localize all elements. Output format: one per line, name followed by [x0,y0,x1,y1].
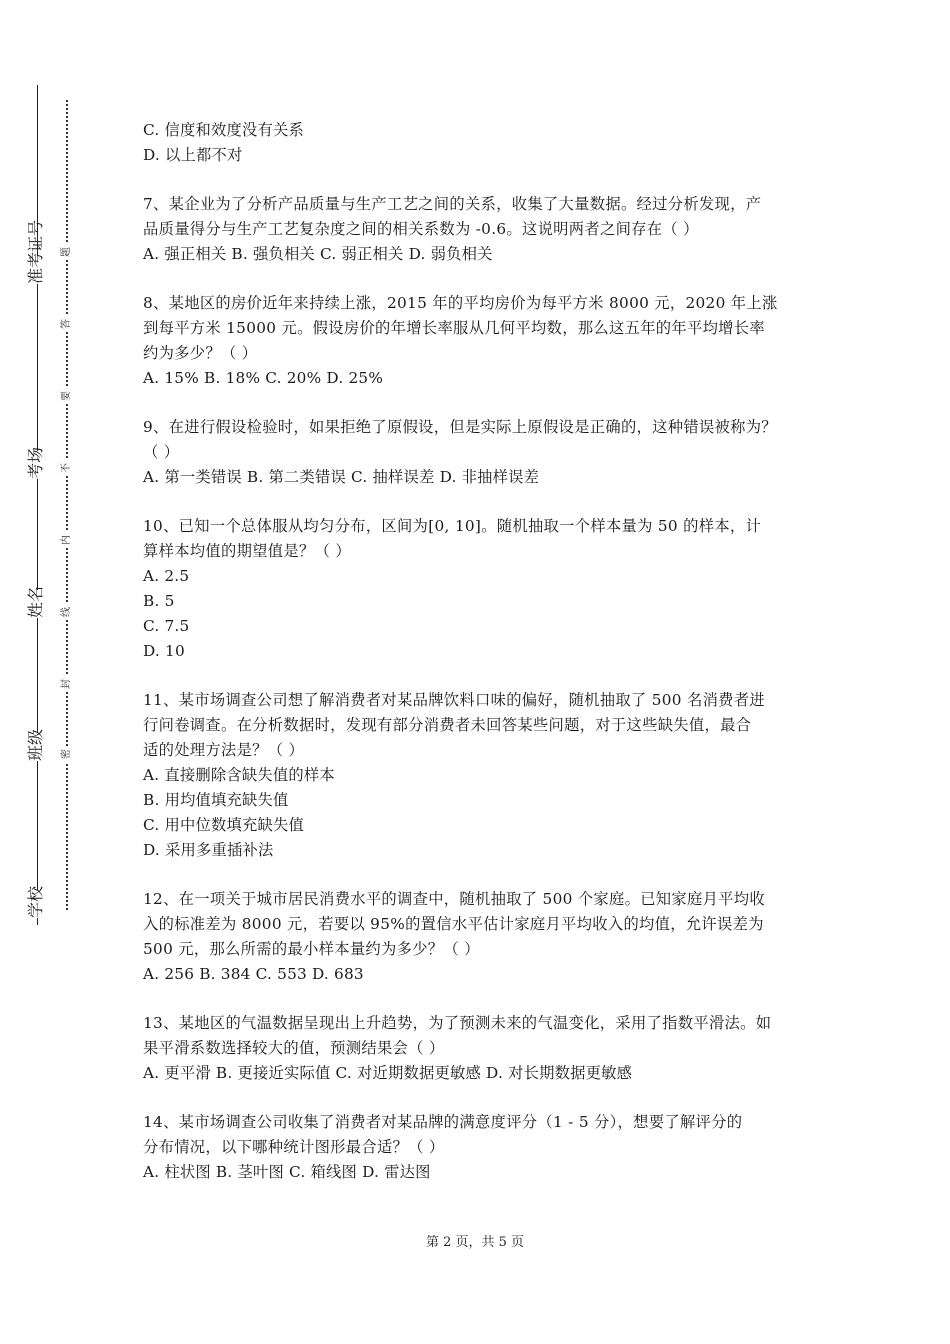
seal-char: 题 [59,244,75,260]
question-stem: 约为多少？（ ） [143,344,258,362]
option: A. 直接删除含缺失值的样本 [143,766,335,784]
binding-solid-line [37,85,38,925]
question-8 [143,291,813,391]
question-13 [143,1011,813,1086]
option: A. 强正相关 B. 强负相关 C. 弱正相关 D. 弱负相关 [143,245,493,263]
question-stem: 算样本均值的期望值是？（ ） [143,542,351,560]
option: A. 15% B. 18% C. 20% D. 25% [143,369,384,387]
seal-char: 不 [59,460,75,476]
exam-number-label: 准考证号 [22,256,50,284]
question-stem: 9、在进行假设检验时，如果拒绝了原假设，但是实际上原假设是正确的，这种错误被称为？ [143,418,777,436]
question-stem: 7、某企业为了分析产品质量与生产工艺之间的关系，收集了大量数据。经过分析发现，产 [143,195,762,213]
option: A. 256 B. 384 C. 553 D. 683 [143,965,364,983]
question-stem: 13、某地区的气温数据呈现出上升趋势，为了预测未来的气温变化，采用了指数平滑法。如 [143,1014,772,1032]
seal-char: 答 [59,316,75,332]
seal-char: 线 [59,604,75,620]
question-stem: 14、某市场调查公司收集了消费者对某品牌的满意度评分（1 - 5 分），想要了解评分的 [143,1113,743,1131]
question-11 [143,688,813,863]
question-stem: （ ） [143,443,180,461]
seal-char: 封 [59,676,75,692]
school-label: 学校 [22,890,50,918]
option: D. 采用多重插补法 [143,841,274,859]
option: A. 柱状图 B. 茎叶图 C. 箱线图 D. 雷达图 [143,1163,431,1181]
option: C. 信度和效度没有关系 [143,121,304,139]
option: D. 10 [143,642,185,660]
binding-margin [0,0,100,1344]
option: D. 以上都不对 [143,146,243,164]
seal-char: 要 [59,388,75,404]
question-stem: 行问卷调查。在分析数据时，发现有部分消费者未回答某些问题，对于这些缺失值，最合 [143,716,752,734]
question-6-continued [143,118,813,168]
question-12 [143,887,813,987]
question-stem: 果平滑系数选择较大的值，预测结果会（ ） [143,1039,445,1057]
question-stem: 10、已知一个总体服从均匀分布，区间为[0, 10]。随机抽取一个样本量为 50 的样本，计 [143,517,762,535]
question-stem: 品质量得分与生产工艺复杂度之间的相关系数为 -0.6。这说明两者之间存在（ ） [143,220,699,238]
question-stem: 11、某市场调查公司想了解消费者对某品牌饮料口味的偏好，随机抽取了 500 名消费者进 [143,691,765,709]
class-label: 班级 [22,733,50,761]
option: B. 用均值填充缺失值 [143,791,289,809]
question-stem: 入的标准差为 8000 元，若要以 95%的置信水平估计家庭月平均收入的均值，允许误差为 [143,915,764,933]
option: A. 2.5 [143,567,190,585]
option: A. 更平滑 B. 更接近实际值 C. 对近期数据更敏感 D. 对长期数据更敏感 [143,1064,633,1082]
question-stem: 8、某地区的房价近年来持续上涨，2015 年的平均房价为每平方米 8000 元，2020 年上涨 [143,294,778,312]
option: A. 第一类错误 B. 第二类错误 C. 抽样误差 D. 非抽样误差 [143,468,540,486]
question-stem: 适的处理方法是？（ ） [143,741,305,759]
option: B. 5 [143,592,175,610]
question-stem: 分布情况，以下哪种统计图形最合适？（ ） [143,1138,445,1156]
question-list [143,118,813,1209]
question-9 [143,415,813,490]
page-number: 第 2 页，共 5 页 [425,1235,525,1250]
question-stem: 到每平方米 15000 元。假设房价的年增长率服从几何平均数，那么这五年的年平均增长率 [143,319,765,337]
seal-char: 内 [59,532,75,548]
seal-char: 密 [59,746,75,762]
question-7 [143,192,813,267]
question-stem: 500 元，那么所需的最小样本量约为多少？（ ） [143,940,480,958]
option: C. 7.5 [143,617,190,635]
question-10 [143,514,813,664]
exam-room-label: 考场 [22,451,50,479]
name-label: 姓名 [22,590,50,618]
question-stem: 12、在一项关于城市居民消费水平的调查中，随机抽取了 500 个家庭。已知家庭月平均收 [143,890,765,908]
seal-dotted-line [66,100,68,910]
question-14 [143,1110,813,1185]
option: C. 用中位数填充缺失值 [143,816,304,834]
